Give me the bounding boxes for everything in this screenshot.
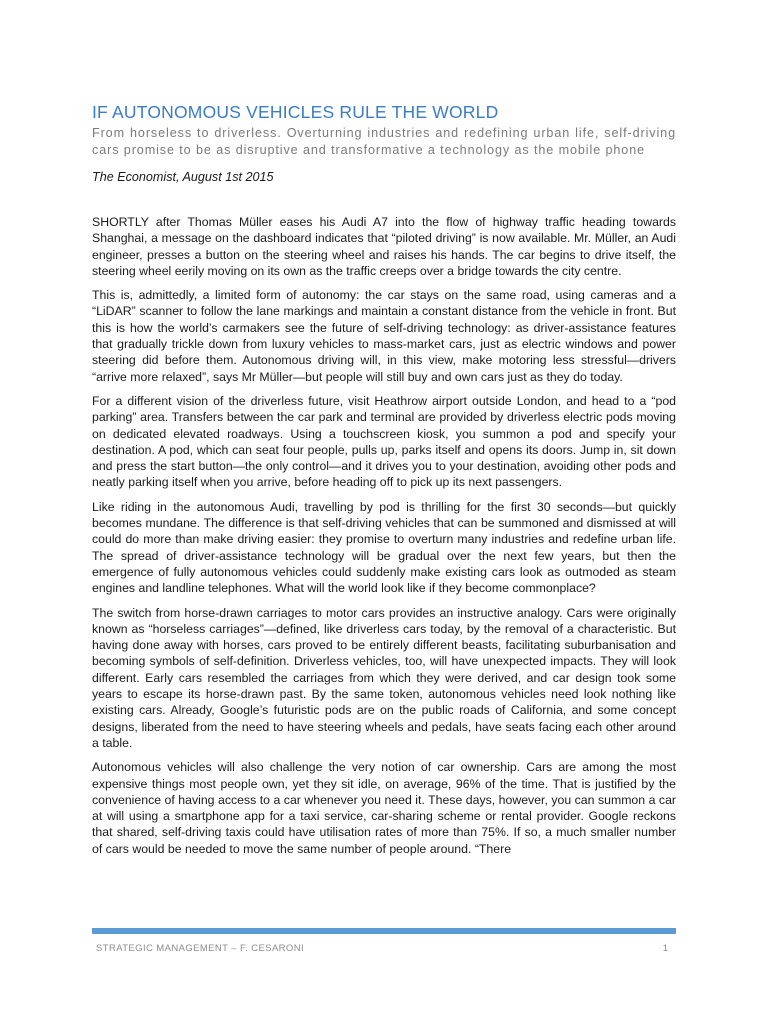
- article-subtitle: From horseless to driverless. Overturning industries and redefining urban life, self-driving cars promise to be as disruptive and transformative a technology as the mobile phone: [92, 126, 676, 157]
- article-body: [92, 214, 676, 857]
- footer-rule: [92, 928, 676, 934]
- paragraph: The switch from horse-drawn carriages to motor cars provides an instructive analogy. Cars were originally known as “horseless carriages”—defined, like driverless cars today, by the removal of a characteristic. But having done away with horses, cars proved to be entirely different beasts, facilitating suburbanisation and becoming symbols of self-definition. Driverless vehicles, too, will have unexpected impacts. They will look different. Early cars resembled the carriages from which they were derived, and car design took some years to escape its horse-drawn past. By the same token, autonomous vehicles need look nothing like existing cars. Already, Google’s futuristic pods are on the public roads of California, and some concept designs, liberated from the need to have steering wheels and pedals, have seats facing each other around a table.: [92, 605, 676, 750]
- page-number: 1: [662, 943, 668, 954]
- paragraph: SHORTLY after Thomas Müller eases his Audi A7 into the flow of highway traffic heading towards Shanghai, a message on the dashboard indicates that “piloted driving” is now available. Mr. Müller, an Audi engineer, presses a button on the steering wheel and raises his hands. The car begins to drive itself, the steering wheel eerily moving on its own as the traffic creeps over a bridge towards the city centre.: [92, 215, 676, 278]
- article-title: IF AUTONOMOUS VEHICLES RULE THE WORLD: [92, 102, 499, 122]
- paragraph: Autonomous vehicles will also challenge the very notion of car ownership. Cars are among the most expensive things most people own, yet they sit idle, on average, 96% of the time. That is justified by the convenience of having access to a car whenever you need it. These days, however, you can summon a car at will using a smartphone app for a taxi service, car-sharing scheme or rental provider. Google reckons that shared, self-driving taxis could have utilisation rates of more than 75%. If so, a much smaller number of cars would be needed to move the same number of people around. “There: [92, 760, 676, 856]
- document-page: [92, 100, 676, 865]
- paragraph: Like riding in the autonomous Audi, travelling by pod is thrilling for the first 30 seconds—but quickly becomes mundane. The difference is that self-driving vehicles that can be summoned and dismissed at will could do more than make driving easier: they promise to overturn many industries and redefine urban life. The spread of driver-assistance technology will be gradual over the next few years, but then the emergence of fully autonomous vehicles could suddenly make existing cars look as outmoded as steam engines and landline telephones. What will the world look like if they become commonplace?: [92, 499, 676, 596]
- footer-course-label: STRATEGIC MANAGEMENT – F. CESARONI: [96, 943, 305, 954]
- article-source: The Economist, August 1st 2015: [92, 170, 274, 184]
- paragraph: This is, admittedly, a limited form of autonomy: the car stays on the same road, using cameras and a “LiDAR” scanner to follow the lane markings and maintain a constant distance from the vehicle in front. But this is how the world’s carmakers see the future of self-driving technology: as driver-assistance features that gradually trickle down from luxury vehicles to mass-market cars, just as electric windows and power steering did before them. Autonomous driving will, in this view, make motoring less stressful—drivers “arrive more relaxed”, says Mr Müller—but people will still buy and own cars just as they do today.: [92, 288, 676, 384]
- paragraph: For a different vision of the driverless future, visit Heathrow airport outside London, and head to a “pod parking” area. Transfers between the car park and terminal are provided by driverless electric pods moving on dedicated elevated roadways. Using a touchscreen kiosk, you summon a pod and specify your destination. A pod, which can seat four people, pulls up, parks itself and opens its doors. Jump in, sit down and press the start button—the only control—and it drives you to your destination, avoiding other pods and neatly parking itself when you arrive, before heading off to pick up its next passengers.: [92, 393, 676, 490]
